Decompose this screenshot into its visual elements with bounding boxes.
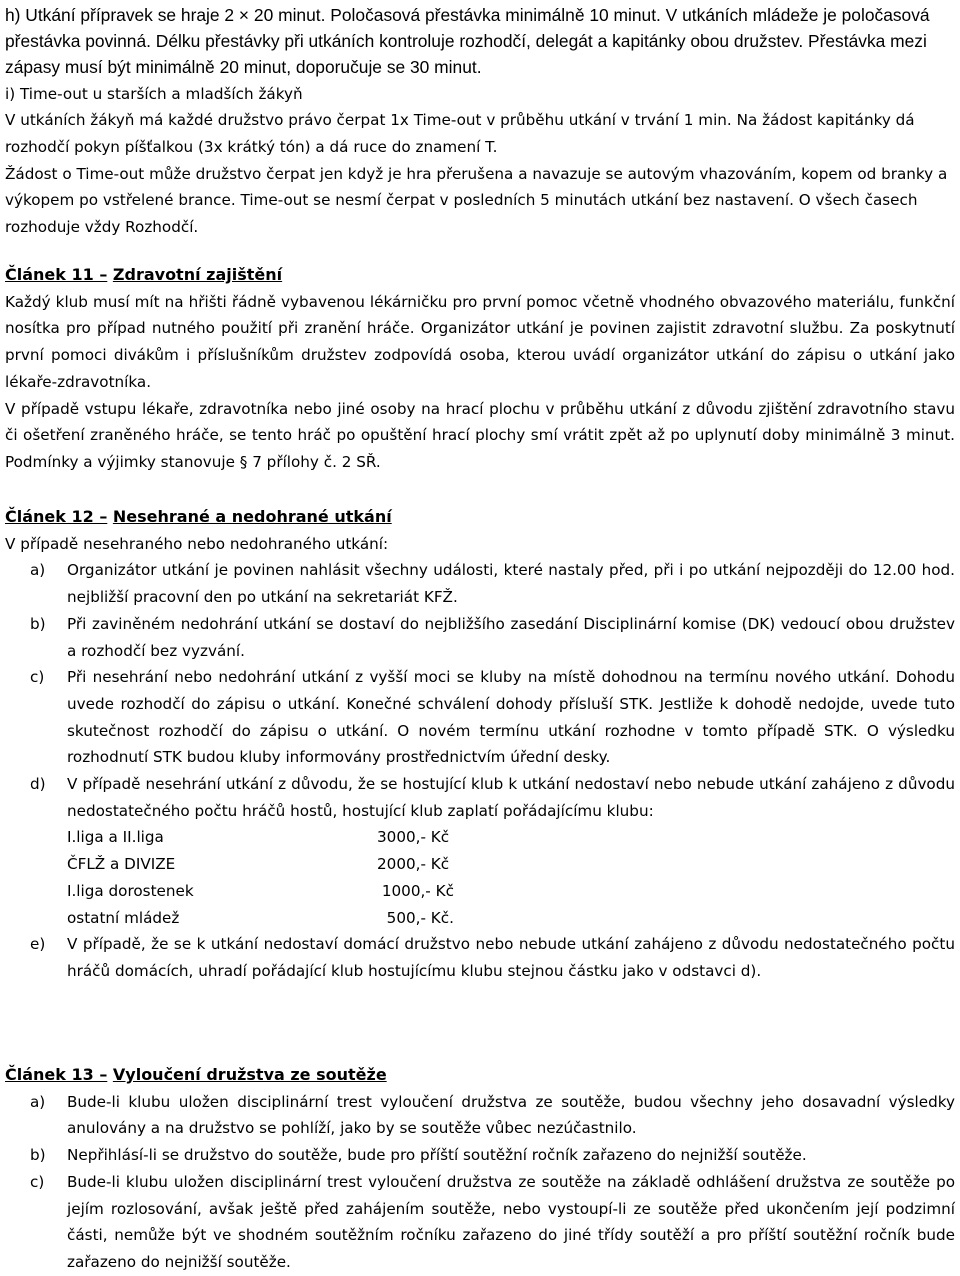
list-item-text: Při zaviněném nedohrání utkání se dostaví do nejbližšího zasedání Disciplinární komise (DK) vedoucí obou družstev a rozhodčí bez vyzvání. xyxy=(67,614,955,660)
article-11 xyxy=(5,262,955,476)
article-13 xyxy=(5,1062,955,1276)
fee-row xyxy=(67,905,955,932)
article-11-heading xyxy=(5,262,955,289)
fee-category: ostatní mládež xyxy=(67,908,180,927)
list-marker: a) xyxy=(30,561,46,580)
paragraph-i-1: V utkáních žákyň má každé družstvo právo čerpat 1x Time-out v průběhu utkání v trvání 1 min. Na žádost kapitánky dá rozhodčí pokyn píšťalkou (3x krátký tón) a dá ruce do znamení T. xyxy=(5,111,915,157)
paragraph-h: h) Utkání přípravek se hraje 2 × 20 minut. Poločasová přestávka minimálně 10 minut. V utkáních mládeže je poločasová přestávka povinná. Délku přestávky při utkáních kontroluje rozhodčí, delegát a kapitánky obou družstev. Přestávka mezi zápasy musí být minimálně 20 minut, doporučuje se 30 minut. xyxy=(5,5,930,78)
article-13-title: Vyloučení družstva ze soutěže xyxy=(112,1065,387,1084)
fee-amount: 2000,- Kč xyxy=(377,855,450,874)
article-12-list xyxy=(5,557,955,984)
fee-category: I.liga a II.liga xyxy=(67,828,164,847)
fee-table xyxy=(67,824,955,931)
article-12-prefix: Článek 12 – xyxy=(5,507,108,526)
list-marker: b) xyxy=(30,614,46,633)
list-item-text: Organizátor utkání je povinen nahlásit všechny události, které nastaly před, při i po utkání nejpozději do 12.00 hod. nejbližší pracovní den po utkání na sekretariát KFŽ. xyxy=(67,561,955,607)
list-item xyxy=(5,1142,955,1169)
article-11-prefix: Článek 11 – xyxy=(5,265,108,284)
article-12-title: Nesehrané a nedohrané utkání xyxy=(112,507,392,526)
list-item-text: Bude-li klubu uložen disciplinární trest vyloučení družstva ze soutěže, budou všechny jeho dosavadní výsledky anulovány a na družstvo se pohlíží, jako by se soutěže vůbec nezúčastnilo. xyxy=(67,1092,955,1138)
list-item xyxy=(5,1169,955,1276)
article-13-prefix: Článek 13 – xyxy=(5,1065,108,1084)
article-12 xyxy=(5,504,955,985)
list-item-text: Nepřihlásí-li se družstvo do soutěže, bude pro příští soutěžní ročník zařazeno do nejnižší soutěže. xyxy=(67,1146,807,1165)
list-marker: d) xyxy=(30,775,46,794)
list-item-text: V případě nesehrání utkání z důvodu, že se hostující klub k utkání nedostaví nebo nebude utkání zahájeno z důvodu nedostatečného počtu hráčů hostů, hostující klub zaplatí pořádajícímu klubu: xyxy=(67,775,955,820)
article-13-list xyxy=(5,1089,955,1276)
list-item-text: Bude-li klubu uložen disciplinární trest vyloučení družstva ze soutěže na základě odhlášení družstva ze soutěže po jejím rozlosování, avšak ještě před zahájením soutěže, nebo vystoupí-li ze soutěže před ukončením její podzimní části, nemůže být ve shodném soutěžním ročníku zařazeno do jiné třídy soutěží a pro příští soutěžní ročník bude zařazeno do nejnižší soutěže. xyxy=(67,1172,955,1271)
list-marker: e) xyxy=(30,935,46,954)
paragraph-i-2: Žádost o Time-out může družstvo čerpat jen když je hra přerušena a navazuje se autovým vhazováním, kopem od branky a výkopem po vstřelené brance. Time-out se nesmí čerpat v posledních 5 minutách utkání bez nastavení. O všech časech rozhoduje vždy Rozhodčí. xyxy=(5,164,948,237)
list-item xyxy=(5,771,955,931)
list-marker: c) xyxy=(30,1172,45,1191)
fee-category: I.liga dorostenek xyxy=(67,881,194,900)
list-item xyxy=(5,931,955,984)
fee-row xyxy=(67,824,955,851)
article-11-paragraph-1: Každý klub musí mít na hřišti řádně vybavenou lékárničku pro první pomoc včetně vhodného obvazového materiálu, funkční nosítka pro případ nutného použití při zranění hráče. Organizátor utkání je povinen zajistit zdravotní službu. Za poskytnutí první pomoci divákům i příslušníkům družstev zodpovídá osoba, kterou uvádí organizátor utkání do zápisu o utkání jako lékaře-zdravotníka. xyxy=(5,292,955,391)
fee-row xyxy=(67,878,955,905)
fee-amount: 500,- Kč. xyxy=(377,908,454,927)
article-12-heading xyxy=(5,504,955,531)
heading-i: i) Time-out u starších a mladších žákyň xyxy=(5,84,303,103)
list-item xyxy=(5,611,955,664)
fee-amount: 1000,- Kč xyxy=(377,881,454,900)
article-12-lead: V případě nesehraného nebo nedohraného utkání: xyxy=(5,534,389,553)
list-item-text: V případě, že se k utkání nedostaví domácí družstvo nebo nebude utkání zahájeno z důvodu nedostatečného počtu hráčů domácích, uhradí pořádající klub hostujícímu klubu stejnou částku jako v odstavci d). xyxy=(67,935,955,980)
article-11-title: Zdravotní zajištění xyxy=(112,265,283,284)
list-item xyxy=(5,557,955,610)
list-marker: b) xyxy=(30,1146,46,1165)
fee-row xyxy=(67,851,955,878)
fee-category: ČFLŽ a DIVIZE xyxy=(67,855,176,874)
intro-block xyxy=(5,2,955,241)
article-13-heading xyxy=(5,1062,955,1089)
list-item xyxy=(5,664,955,771)
list-marker: a) xyxy=(30,1092,46,1111)
fee-amount: 3000,- Kč xyxy=(377,828,450,847)
list-item-text: Při nesehrání nebo nedohrání utkání z vyšší moci se kluby na místě dohodnou na termínu nového utkání. Dohodu uvede rozhodčí do zápisu o utkání. Konečné schválení dohody přísluší STK. Jestliže k dohodě nedojde, uvede tuto skutečnost rozhodčí do zápisu o utkání. O novém termínu utkání rozhodne v tomto případě STK. O výsledku rozhodnutí STK budou kluby informovány prostřednictvím úřední desky. xyxy=(67,668,955,767)
article-11-paragraph-2: V případě vstupu lékaře, zdravotníka nebo jiné osoby na hrací plochu v průběhu utkání z důvodu zjištění zdravotního stavu či ošetření zraněného hráče, se tento hráč po opuštění hrací plochy smí vrátit zpět až po uplynutí doby minimálně 3 minut. Podmínky a výjimky stanovuje § 7 přílohy č. 2 SŘ. xyxy=(5,399,955,471)
list-item xyxy=(5,1089,955,1142)
list-marker: c) xyxy=(30,668,45,687)
